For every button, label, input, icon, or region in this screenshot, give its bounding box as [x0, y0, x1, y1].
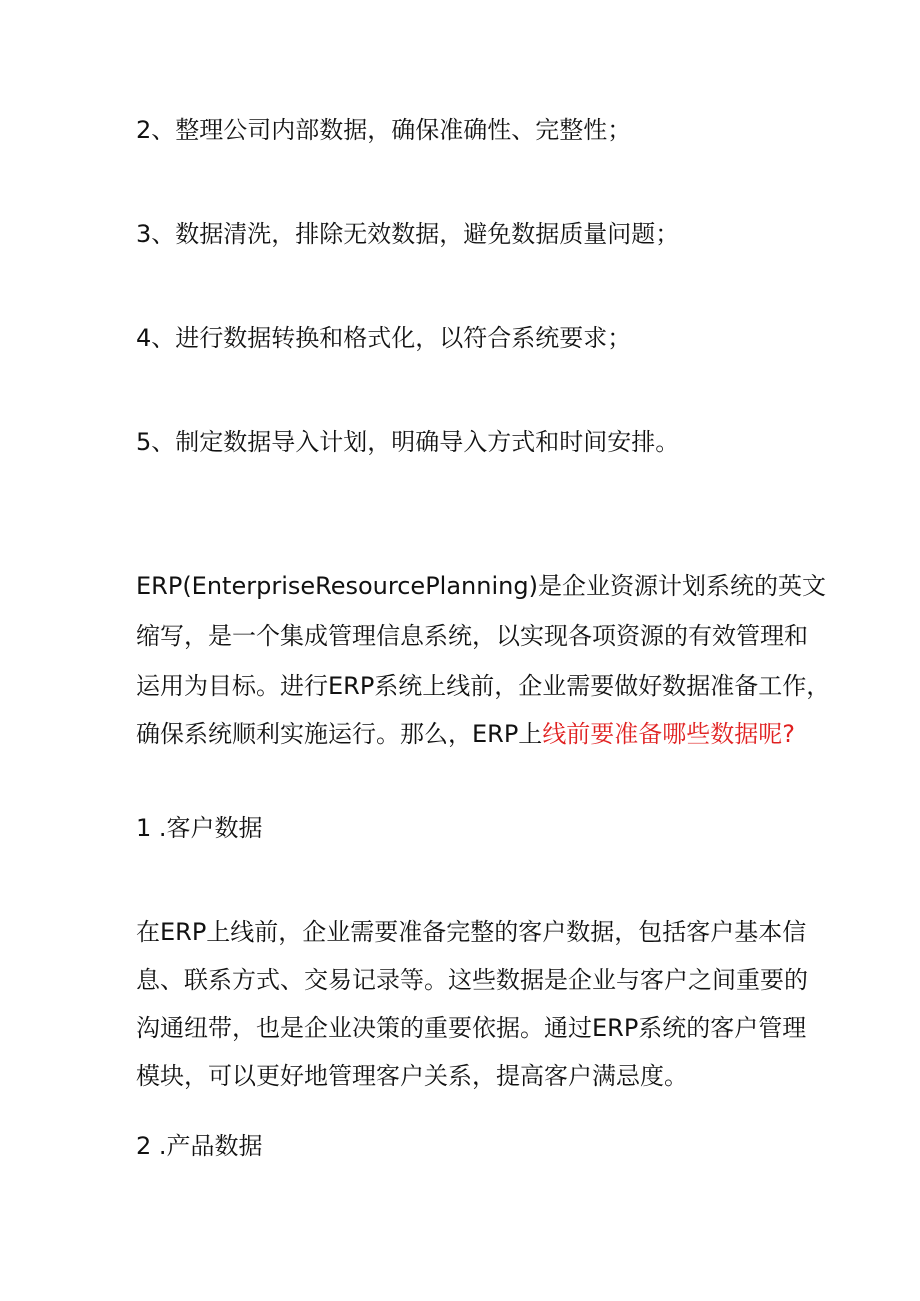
step-5: 5、制定数据导入计划，明确导入方式和时间安排。	[136, 428, 680, 456]
intro-line-3: 运用为目标。进行ERP系统上线前，企业需要做好数据准备工作，	[136, 672, 831, 700]
step-2: 2、整理公司内部数据，确保准确性、完整性；	[136, 116, 632, 144]
section-heading-customer-data: 1 .客户数据	[136, 814, 263, 842]
section-heading-product-data: 2 .产品数据	[136, 1132, 263, 1160]
intro-line-4-text: 确保系统顺利实施运行。那么，ERP上	[136, 720, 543, 748]
section1-line-3: 沟通纽带，也是企业决策的重要依据。通过ERP系统的客户管理	[136, 1014, 807, 1042]
section1-line-4: 模块，可以更好地管理客户关系，提高客户满忌度。	[136, 1062, 688, 1090]
section1-line-2: 息、联系方式、交易记录等。这些数据是企业与客户之间重要的	[136, 966, 808, 994]
step-4: 4、进行数据转换和格式化，以符合系统要求；	[136, 324, 632, 352]
section1-line-1: 在ERP上线前，企业需要准备完整的客户数据，包括客户基本信	[136, 918, 807, 946]
intro-question-highlight: 线前要准备哪些数据呢?	[542, 720, 796, 748]
intro-line-2: 缩写，是一个集成管理信息系统，以实现各项资源的有效管理和	[136, 622, 808, 650]
intro-line-4	[136, 718, 796, 750]
intro-line-1: ERP(EnterpriseResourcePlanning)是企业资源计划系统的英文	[136, 572, 826, 600]
step-3: 3、数据清洗，排除无效数据，避免数据质量问题；	[136, 220, 680, 248]
